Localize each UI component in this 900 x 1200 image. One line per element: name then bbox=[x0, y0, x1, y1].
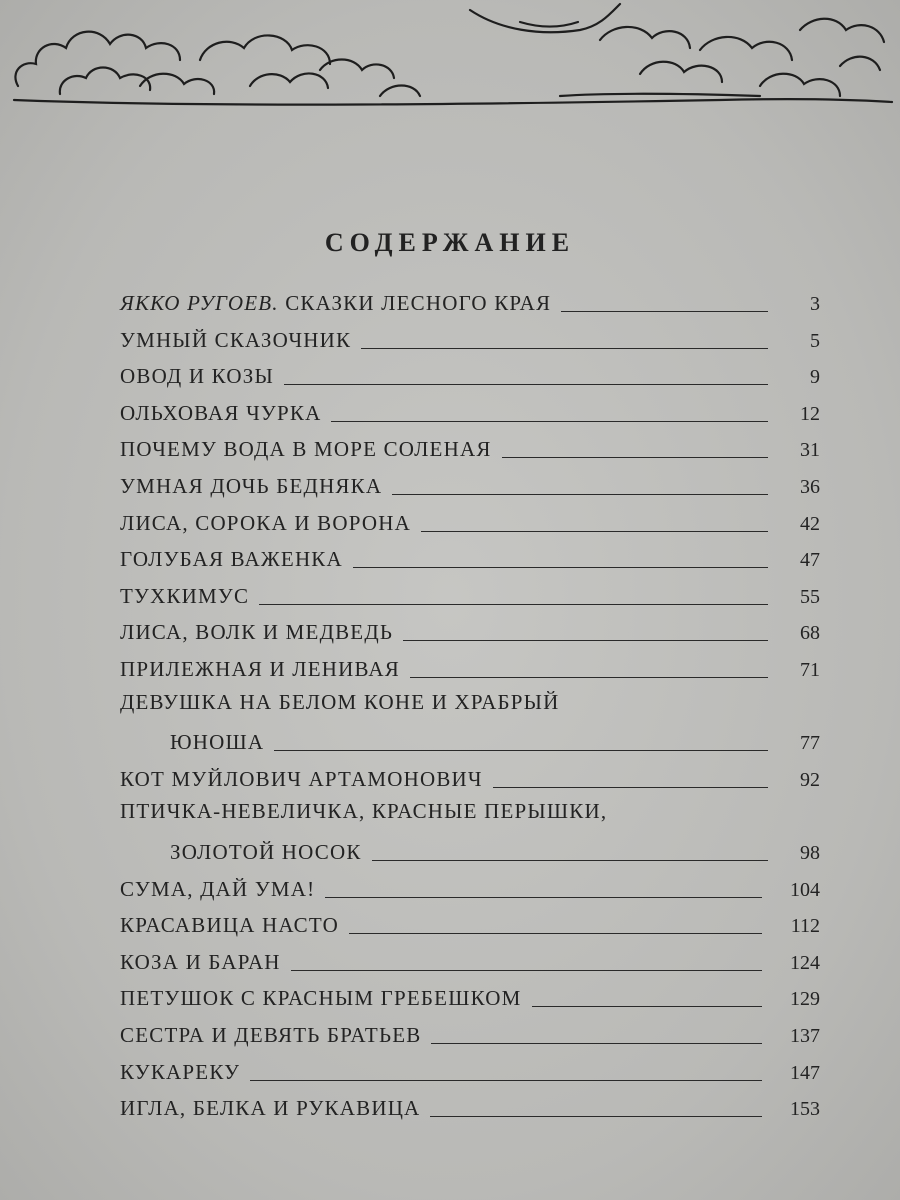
toc-entry-title: СКАЗКИ ЛЕСНОГО КРАЯ bbox=[285, 291, 552, 315]
toc-entry[interactable] bbox=[120, 467, 820, 503]
toc-page-number: 153 bbox=[790, 1098, 820, 1121]
toc-entry-title: КОЗА И БАРАН bbox=[120, 949, 281, 974]
toc-page-number: 31 bbox=[800, 439, 820, 462]
toc-entry[interactable] bbox=[120, 943, 820, 979]
toc-entry[interactable] bbox=[120, 979, 820, 1015]
toc-entry[interactable] bbox=[120, 540, 820, 576]
toc-entry-title: ЗОЛОТОЙ НОСОК bbox=[170, 840, 362, 864]
toc-leader-line bbox=[250, 1080, 762, 1081]
toc-page-number: 12 bbox=[800, 402, 820, 425]
toc-entry[interactable] bbox=[120, 357, 820, 393]
toc-entry-title: ГОЛУБАЯ ВАЖЕНКА bbox=[120, 547, 343, 572]
toc-page-number: 42 bbox=[800, 512, 820, 535]
toc-entry[interactable] bbox=[170, 723, 820, 759]
toc-page-number: 36 bbox=[800, 476, 820, 498]
toc-leader-line bbox=[392, 494, 768, 495]
toc-leader-line bbox=[372, 860, 768, 861]
toc-page-number: 71 bbox=[800, 659, 820, 681]
toc-entry[interactable] bbox=[120, 504, 820, 540]
toc-entry-author: ЯККО РУГОЕВ. bbox=[120, 291, 286, 315]
toc-leader-line bbox=[430, 1116, 762, 1117]
toc-entry[interactable] bbox=[120, 613, 820, 649]
toc-entry[interactable] bbox=[120, 1016, 820, 1052]
toc-leader-line bbox=[493, 787, 768, 788]
toc-leader-line bbox=[502, 457, 768, 458]
toc-page-number: 55 bbox=[800, 585, 820, 608]
toc-page-number: 3 bbox=[810, 293, 820, 315]
toc-entry-title: КУКАРЕКУ bbox=[120, 1059, 241, 1084]
toc-page-number: 68 bbox=[800, 622, 820, 645]
toc-leader-line bbox=[259, 604, 768, 605]
toc-leader-line bbox=[561, 311, 768, 312]
toc-entry[interactable] bbox=[120, 906, 820, 942]
toc-page-number: 137 bbox=[790, 1025, 820, 1047]
toc-page-number: 92 bbox=[800, 768, 820, 791]
toc-leader-line bbox=[532, 1006, 762, 1007]
toc-entry[interactable] bbox=[120, 870, 820, 906]
toc-entry[interactable] bbox=[120, 321, 820, 357]
toc-entry[interactable] bbox=[120, 1053, 820, 1089]
toc-page-number: 5 bbox=[810, 329, 820, 352]
toc-entry[interactable] bbox=[120, 284, 820, 320]
toc-entry-title: УМНЫЙ СКАЗОЧНИК bbox=[120, 327, 352, 352]
toc-page-number: 47 bbox=[800, 549, 820, 572]
toc-entry-title: ПТИЧКА-НЕВЕЛИЧКА, КРАСНЫЕ ПЕРЫШКИ, bbox=[120, 799, 608, 824]
toc-page-number: 104 bbox=[790, 878, 820, 901]
toc-leader-line bbox=[284, 384, 768, 385]
toc-page-number: 112 bbox=[790, 915, 820, 938]
toc-entry-title: СУМА, ДАЙ УМА! bbox=[120, 876, 316, 901]
toc-leader-line bbox=[325, 897, 762, 898]
toc-entry[interactable] bbox=[120, 394, 820, 430]
toc-entry[interactable] bbox=[120, 430, 820, 466]
toc-entry[interactable] bbox=[120, 760, 820, 796]
toc-page-number: 98 bbox=[800, 842, 820, 864]
toc-entry-title: ЮНОША bbox=[170, 730, 265, 755]
toc-leader-line bbox=[349, 933, 762, 934]
toc-leader-line bbox=[361, 348, 768, 349]
toc-leader-line bbox=[291, 970, 762, 971]
toc-entry-title: КОТ МУЙЛОВИЧ АРТАМОНОВИЧ bbox=[120, 766, 483, 791]
toc-entry-title: ОВОД И КОЗЫ bbox=[120, 364, 274, 389]
toc-entry[interactable] bbox=[120, 577, 820, 613]
toc-page-number: 124 bbox=[790, 951, 820, 974]
toc-leader-line bbox=[421, 531, 768, 532]
toc-leader-line bbox=[410, 677, 768, 678]
toc-leader-line bbox=[403, 640, 768, 641]
toc-entry-title: СЕСТРА И ДЕВЯТЬ БРАТЬЕВ bbox=[120, 1023, 422, 1047]
toc-entry-title: КРАСАВИЦА НАСТО bbox=[120, 913, 340, 938]
toc-entry-title: УМНАЯ ДОЧЬ БЕДНЯКА bbox=[120, 474, 383, 498]
toc-page-number: 129 bbox=[790, 988, 820, 1011]
toc-entry-title: ЛИСА, ВОЛК И МЕДВЕДЬ bbox=[120, 620, 394, 645]
toc-leader-line bbox=[431, 1043, 762, 1044]
contents-heading: СОДЕРЖАНИЕ bbox=[324, 228, 576, 257]
toc-entry-title: ПЕТУШОК С КРАСНЫМ ГРЕБЕШКОМ bbox=[120, 986, 522, 1011]
toc-leader-line bbox=[331, 421, 768, 422]
toc-entry[interactable] bbox=[120, 650, 820, 686]
toc-entry-title: ПОЧЕМУ ВОДА В МОРЕ СОЛЕНАЯ bbox=[120, 437, 492, 462]
toc-page-number: 77 bbox=[800, 732, 820, 755]
toc-entry-title: ПРИЛЕЖНАЯ И ЛЕНИВАЯ bbox=[120, 657, 400, 681]
toc-leader-line bbox=[353, 567, 768, 568]
toc-entry[interactable] bbox=[170, 833, 820, 869]
toc-page-number: 147 bbox=[790, 1061, 820, 1084]
toc-entry-title: ЛИСА, СОРОКА И ВОРОНА bbox=[120, 510, 411, 535]
toc-entry-title: ДЕВУШКА НА БЕЛОМ КОНЕ И ХРАБРЫЙ bbox=[120, 689, 560, 714]
toc-leader-line bbox=[274, 750, 768, 751]
toc-page-number: 9 bbox=[810, 366, 820, 389]
toc-entry[interactable] bbox=[120, 1089, 820, 1125]
toc-entry-title: ИГЛА, БЕЛКА И РУКАВИЦА bbox=[120, 1096, 421, 1121]
toc-entry-title: ТУХКИМУС bbox=[120, 583, 250, 608]
toc-entry-title: ОЛЬХОВАЯ ЧУРКА bbox=[120, 400, 322, 425]
